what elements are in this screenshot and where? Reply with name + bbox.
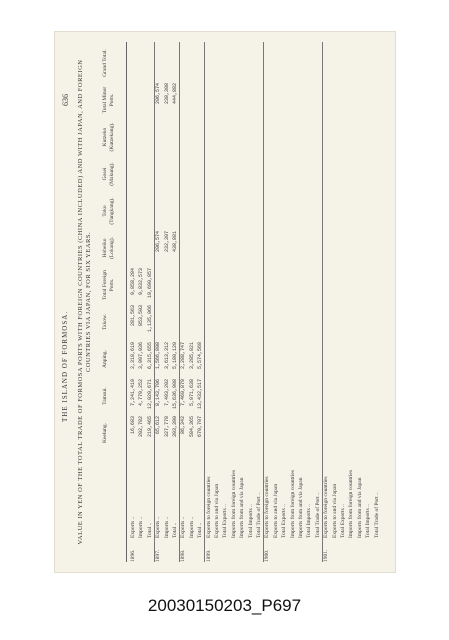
row-year: 1900.: [264, 549, 271, 562]
row-label: Exports ..: [155, 516, 162, 538]
row-year: 1899.: [205, 549, 212, 562]
row-label: Total Exports ..: [222, 504, 229, 538]
table-cell: 438,881: [172, 231, 178, 253]
table-cell: 13,432,517: [197, 379, 204, 410]
table-column-headers: [100, 42, 127, 562]
running-title: THE ISLAND OF FORMOSA.: [61, 310, 69, 422]
row-label: Exports ..: [130, 516, 136, 538]
row-label: Imports from foreign countries: [289, 470, 296, 538]
table-cell: 7,460,879: [180, 379, 187, 407]
column-header: Total Foreign Ports.: [102, 270, 115, 300]
table-cell: 8,143,706: [155, 379, 162, 407]
page-number: 636: [61, 94, 70, 106]
row-label: Imports from foreign countries: [230, 470, 237, 538]
table-cell: 853,503: [138, 305, 145, 327]
row-label: Total Imports ..: [306, 504, 313, 538]
row-label: Total Imports ..: [247, 504, 254, 538]
table-cell: 393,390: [172, 416, 178, 438]
table-cell: 232,307: [163, 231, 170, 253]
row-label: Total Trade of Port ..: [373, 492, 380, 538]
table-title: VALUE IN YEN OF THE TOTAL TRADE OF FORMOSA PORTS WITH FOREIGN COUNTRIES (CHINA INCLUDED) AND WITH JAPAN, AND FOREIGN COUNTRIES VIA JAPAN, FOR SIX YEARS.: [77, 59, 92, 545]
row-year: 1897.: [155, 549, 162, 562]
row-label: Exports to and via Japan: [331, 483, 338, 538]
table-cell: 584,365: [188, 416, 195, 438]
row-label: Imports ..: [138, 516, 145, 538]
table-cell: 15,636,908: [172, 379, 178, 410]
column-header: Total Minor Ports.: [102, 86, 115, 114]
row-label: Total Trade of Port ..: [256, 492, 262, 538]
table-cell: 5,971,638: [188, 379, 195, 407]
row-label: Total Imports ..: [365, 504, 372, 538]
table-cell: 206,574: [155, 231, 162, 253]
row-label: Exports to and via Japan: [272, 483, 279, 538]
table-cell: 1,135,066: [146, 305, 153, 333]
table-cell: 444,882: [172, 83, 178, 105]
row-label: Exports to foreign countries: [323, 476, 330, 538]
table-cell: 3,285,821: [188, 342, 195, 370]
column-header: Anping.: [102, 350, 108, 368]
row-label: Exports ..: [180, 516, 187, 538]
table-cell: 4,779,252: [138, 379, 145, 407]
table-cell: 65,612: [155, 416, 162, 435]
column-header: Keelung.: [102, 423, 108, 444]
table-row: [373, 42, 382, 562]
table-cell: 238,308: [163, 83, 170, 105]
table-cell: 9,858,284: [130, 268, 136, 296]
row-label: Exports to foreign countries: [264, 476, 271, 538]
column-header: Kutzeko (Kutzekang).: [102, 122, 115, 152]
table-cell: 1,566,808: [155, 342, 162, 370]
column-header: Takow.: [102, 314, 108, 330]
column-header: Gosei (Makung).: [102, 162, 115, 186]
rotated-table-layer: [55, 32, 395, 572]
table-cell: 9,832,573: [138, 268, 145, 296]
row-label: Total Trade of Port ..: [314, 492, 321, 538]
column-header: Grand Total.: [102, 49, 108, 77]
image-caption: 20030150203_P697: [147, 596, 302, 615]
scanned-book-page: [55, 32, 395, 572]
row-label: Total ..: [172, 522, 178, 538]
table-cell: 670,707: [197, 416, 204, 438]
row-label: Total Exports ..: [340, 504, 346, 538]
row-label: Exports to foreign countries: [205, 476, 212, 538]
column-header: Tamsui.: [102, 387, 108, 405]
row-label: Imports ..: [188, 516, 195, 538]
table-cell: 12,020,671: [146, 379, 153, 410]
table-cell: 206,574: [155, 83, 162, 105]
table-cell: 7,241,419: [130, 379, 136, 407]
table-cell: 2,288,747: [180, 342, 187, 370]
table-cell: 327,778: [163, 416, 170, 438]
table-cell: 2,318,619: [130, 342, 136, 370]
row-label: Imports ..: [163, 516, 170, 538]
table-cell: 86,342: [180, 416, 187, 435]
table-cell: 16,683: [130, 416, 136, 435]
table-cell: 281,563: [130, 305, 136, 327]
row-year: 1898.: [180, 549, 187, 562]
row-label: Imports from and via Japan: [356, 477, 363, 538]
table-cell: 3,997,036: [138, 342, 145, 370]
table-cell: 202,782: [138, 416, 145, 438]
row-label: Imports from and via Japan: [298, 477, 304, 538]
row-label: Imports from and via Japan: [239, 477, 246, 538]
row-label: Total ..: [197, 522, 204, 538]
column-header: Hobeiko (Lokang).: [102, 237, 115, 259]
table-cell: 7,493,202: [163, 379, 170, 407]
row-label: Total Exports ..: [281, 504, 288, 538]
row-label: Exports to and via Japan: [214, 483, 220, 538]
table-cell: 219,465: [146, 416, 153, 438]
row-year: 1901.: [323, 549, 330, 562]
table-cell: 5,180,120: [172, 342, 178, 370]
table-cell: 6,315,655: [146, 342, 153, 370]
table-cell: 3,613,312: [163, 342, 170, 370]
row-label: Total ..: [146, 522, 153, 538]
table-cell: 19,690,857: [146, 268, 153, 299]
row-label: Imports from foreign countries: [348, 470, 355, 538]
table-cell: 5,574,568: [197, 342, 204, 370]
row-year: 1896.: [130, 549, 136, 562]
column-header: Toko (Tungkang).: [102, 197, 115, 225]
